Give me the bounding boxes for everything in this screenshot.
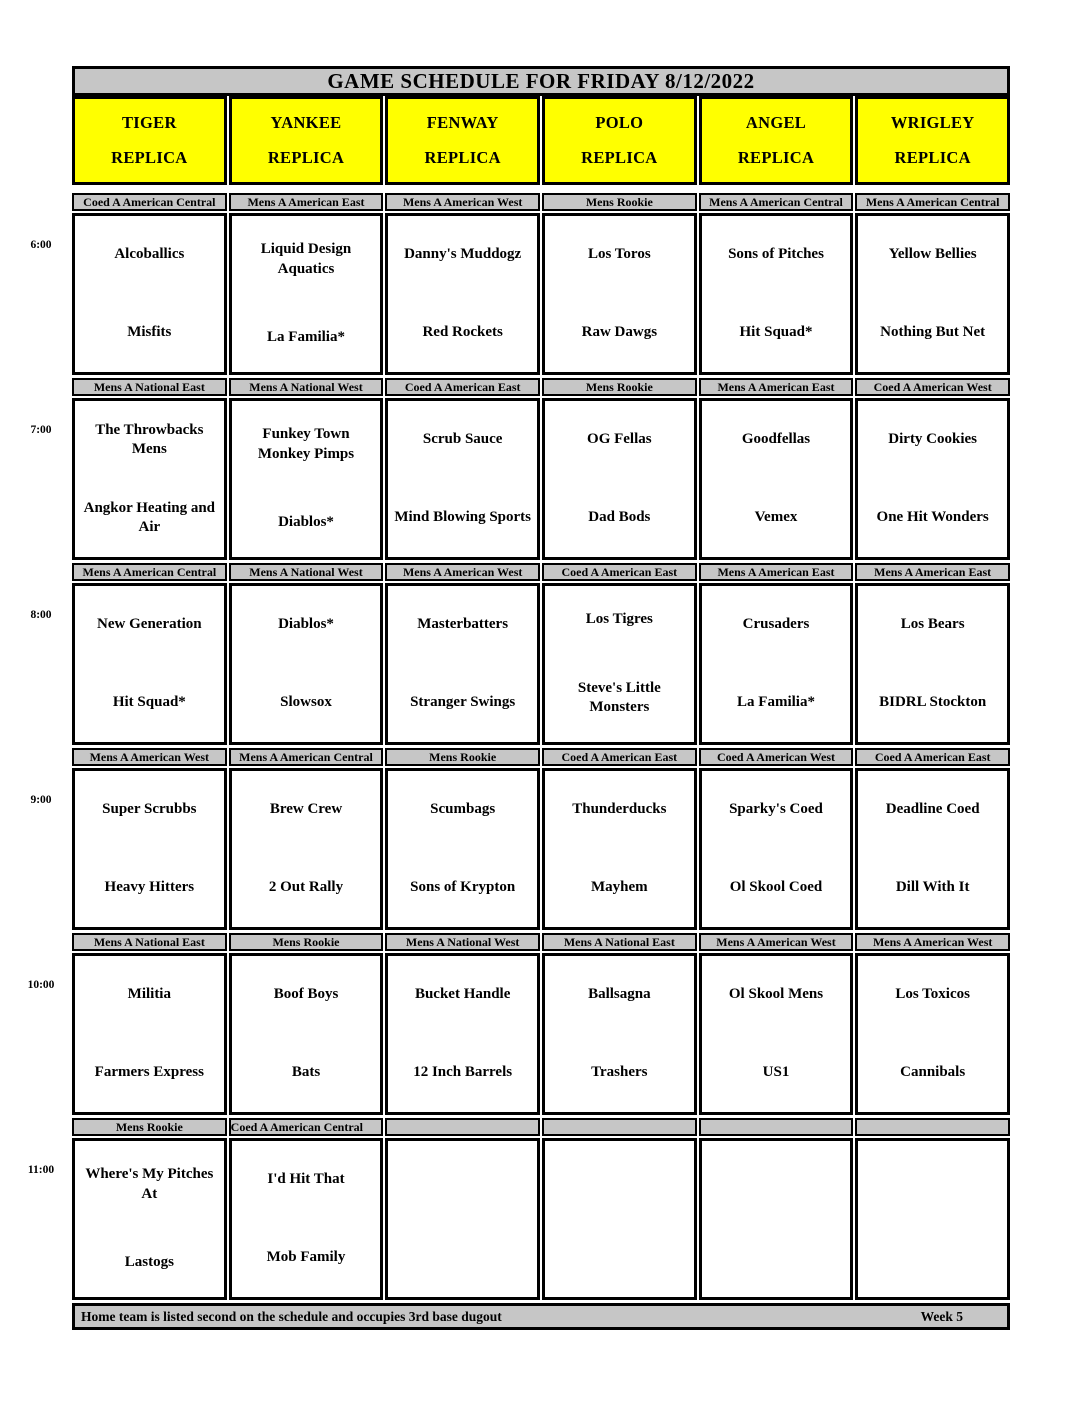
home-team: Angkor Heating and Air — [83, 499, 216, 535]
home-team: Ol Skool Coed — [729, 879, 823, 896]
league-label: Mens A National East — [72, 933, 227, 951]
game-cell — [855, 213, 1010, 375]
field-name: TIGER — [121, 113, 177, 133]
away-team: New Generation — [97, 616, 202, 633]
home-team: Raw Dawgs — [581, 324, 658, 341]
game-cell — [699, 768, 854, 930]
field-name: ANGEL — [745, 113, 807, 133]
schedule-title: GAME SCHEDULE FOR FRIDAY 8/12/2022 — [72, 66, 1010, 96]
game-cell — [229, 953, 384, 1115]
field-header-yankee — [229, 96, 384, 185]
home-team: La Familia* — [737, 694, 815, 711]
league-label: Mens Rookie — [542, 193, 697, 211]
home-team: Mind Blowing Sports — [394, 509, 532, 526]
away-team: Brew Crew — [269, 801, 343, 818]
game-cell — [542, 213, 697, 375]
game-cell — [229, 583, 384, 745]
game-row — [72, 953, 1010, 1115]
game-cell — [699, 953, 854, 1115]
away-team: Alcoballics — [114, 246, 185, 263]
home-team: Misfits — [127, 324, 172, 341]
game-row — [72, 583, 1010, 745]
game-cell — [72, 213, 227, 375]
game-cell — [385, 583, 540, 745]
game-schedule-sheet — [27, 66, 1010, 1330]
league-bar-row — [72, 378, 1010, 396]
time-label: 8:00 — [30, 609, 52, 621]
home-team: Nothing But Net — [880, 324, 986, 341]
away-team: Crusaders — [742, 616, 810, 633]
game-cell — [542, 1138, 697, 1300]
league-label: Mens A American Central — [699, 193, 854, 211]
away-team: Goodfellas — [741, 431, 811, 448]
league-label: Mens Rookie — [385, 748, 540, 766]
league-label: Mens A American West — [385, 563, 540, 581]
home-team: Diablos* — [278, 514, 334, 531]
home-team: Red Rockets — [422, 324, 503, 341]
game-cell — [229, 1138, 384, 1300]
field-header-angel — [699, 96, 854, 185]
league-label: Mens A American West — [699, 933, 854, 951]
away-team: Thunderducks — [572, 801, 667, 818]
away-team: Yellow Bellies — [888, 246, 977, 263]
league-label: Coed A American East — [855, 748, 1010, 766]
home-team: Steve's Little Monsters — [577, 679, 661, 716]
game-cell — [72, 583, 227, 745]
time-slot-row — [30, 193, 1010, 375]
game-cell — [385, 768, 540, 930]
time-slot-row — [27, 933, 1010, 1115]
league-label — [699, 1118, 854, 1136]
game-row — [72, 768, 1010, 930]
time-slot-row — [30, 378, 1010, 560]
league-label: Mens A National West — [229, 378, 384, 396]
away-team: Danny's Muddogz — [404, 246, 522, 263]
home-team: Hit Squad* — [112, 694, 186, 711]
away-team: Ol Skool Mens — [728, 986, 824, 1003]
league-label: Mens Rookie — [72, 1118, 227, 1136]
league-bar-row — [72, 563, 1010, 581]
home-team: US1 — [762, 1064, 790, 1081]
league-label — [855, 1118, 1010, 1136]
time-label: 6:00 — [30, 239, 52, 251]
away-team: Where's My Pitches At — [85, 1166, 214, 1202]
time-label: 7:00 — [30, 424, 52, 436]
league-label: Mens A American East — [229, 193, 384, 211]
game-cell — [385, 213, 540, 375]
game-cell — [72, 768, 227, 930]
away-team: Masterbatters — [417, 616, 509, 633]
home-team: Cannibals — [900, 1064, 966, 1081]
league-label: Mens Rookie — [542, 378, 697, 396]
league-label: Coed A American Central — [229, 1118, 384, 1136]
time-label: 10:00 — [27, 979, 55, 991]
away-team: Sparky's Coed — [729, 801, 823, 818]
league-label — [385, 1118, 540, 1136]
league-label: Coed A American East — [542, 563, 697, 581]
away-team: Liquid Design Aquatics — [260, 241, 352, 277]
league-bar-row — [72, 748, 1010, 766]
field-header-tiger — [72, 96, 227, 185]
league-bar-row — [72, 193, 1010, 211]
league-bar-row — [72, 933, 1010, 951]
game-cell — [699, 398, 854, 560]
league-label: Mens Rookie — [229, 933, 384, 951]
time-label: 11:00 — [27, 1164, 55, 1176]
league-label: Mens A American Central — [855, 193, 1010, 211]
league-label: Mens A American East — [699, 563, 854, 581]
game-row — [72, 1138, 1010, 1300]
league-label: Mens A American Central — [229, 748, 384, 766]
home-team: Mayhem — [591, 879, 648, 896]
game-cell — [699, 583, 854, 745]
game-cell — [72, 398, 227, 560]
field-name: YANKEE — [270, 113, 342, 133]
away-team: Los Tigres — [585, 611, 653, 628]
schedule-rows — [27, 193, 1010, 1300]
away-team: OG Fellas — [587, 431, 652, 448]
league-label: Coed A American East — [542, 748, 697, 766]
home-team: La Familia* — [267, 329, 345, 346]
home-team: Dill With It — [895, 879, 970, 896]
time-slot-row — [30, 563, 1010, 745]
field-header-polo — [542, 96, 697, 185]
league-label: Mens A American Central — [72, 563, 227, 581]
time-slot-row — [27, 1118, 1010, 1300]
time-slot-row — [30, 748, 1010, 930]
league-label: Mens A American West — [72, 748, 227, 766]
away-team: Los Toros — [587, 246, 651, 263]
league-label: Coed A American West — [699, 748, 854, 766]
home-team: Slowsox — [280, 694, 332, 711]
game-cell — [385, 398, 540, 560]
game-cell — [385, 1138, 540, 1300]
game-cell — [229, 768, 384, 930]
game-row — [72, 398, 1010, 560]
league-label: Coed A American West — [855, 378, 1010, 396]
field-name: POLO — [595, 113, 644, 133]
game-cell — [699, 213, 854, 375]
game-cell — [542, 583, 697, 745]
field-header-wrigley — [855, 96, 1010, 185]
league-label: Mens A American West — [385, 193, 540, 211]
game-cell — [542, 953, 697, 1115]
home-team: Heavy Hitters — [104, 879, 195, 896]
game-cell — [699, 1138, 854, 1300]
field-name: WRIGLEY — [890, 113, 975, 133]
league-bar-row — [72, 1118, 1010, 1136]
field-name: FENWAY — [426, 113, 499, 133]
away-team: Bucket Handle — [414, 986, 511, 1003]
away-team: Los Toxicos — [895, 986, 970, 1003]
field-header-row — [72, 96, 1010, 185]
away-team: Funkey Town Monkey Pimps — [257, 426, 355, 462]
field-replica-label: REPLICA — [111, 147, 188, 167]
league-label: Mens A American West — [855, 933, 1010, 951]
home-team: Mob Family — [266, 1249, 346, 1266]
footer-bar — [72, 1303, 1010, 1330]
field-header-fenway — [385, 96, 540, 185]
home-team: BIDRL Stockton — [879, 694, 987, 711]
league-label: Mens A American East — [855, 563, 1010, 581]
field-replica-label: REPLICA — [894, 147, 971, 167]
week-label: Week 5 — [920, 1308, 963, 1324]
away-team: Ballsagna — [588, 986, 651, 1003]
home-team: Trashers — [591, 1064, 648, 1081]
away-team: Super Scrubbs — [102, 801, 197, 818]
away-team: I'd Hit That — [267, 1171, 345, 1188]
game-cell — [855, 1138, 1010, 1300]
home-team: Farmers Express — [94, 1064, 204, 1081]
game-cell — [855, 583, 1010, 745]
game-cell — [542, 398, 697, 560]
home-team: Stranger Swings — [410, 694, 516, 711]
game-cell — [229, 213, 384, 375]
game-cell — [385, 953, 540, 1115]
away-team: Deadline Coed — [885, 801, 980, 818]
away-team: The Throwbacks Mens — [95, 421, 204, 457]
league-label: Mens A National West — [385, 933, 540, 951]
game-cell — [855, 398, 1010, 560]
game-cell — [229, 398, 384, 560]
footer-note: Home team is listed second on the schedule and occupies 3rd base dugout — [81, 1308, 502, 1324]
time-label: 9:00 — [30, 794, 52, 806]
field-replica-label: REPLICA — [424, 147, 501, 167]
home-team: 12 Inch Barrels — [413, 1064, 513, 1081]
home-team: Vemex — [754, 509, 798, 526]
away-team: Sons of Pitches — [728, 246, 824, 263]
league-label: Mens A National East — [72, 378, 227, 396]
league-label: Mens A National East — [542, 933, 697, 951]
away-team: Militia — [127, 986, 171, 1003]
game-cell — [72, 953, 227, 1115]
home-team: Lastogs — [124, 1254, 174, 1271]
home-team: 2 Out Rally — [268, 879, 344, 896]
game-row — [72, 213, 1010, 375]
game-cell — [72, 1138, 227, 1300]
away-team: Los Bears — [900, 616, 965, 633]
league-label: Mens A National West — [229, 563, 384, 581]
home-team: Hit Squad* — [739, 324, 813, 341]
field-replica-label: REPLICA — [581, 147, 658, 167]
game-cell — [542, 768, 697, 930]
home-team: Bats — [291, 1064, 321, 1081]
away-team: Scrub Sauce — [422, 431, 503, 448]
game-cell — [855, 953, 1010, 1115]
league-label: Mens A American East — [699, 378, 854, 396]
home-team: Dad Bods — [588, 509, 651, 526]
field-replica-label: REPLICA — [267, 147, 345, 167]
away-team: Boof Boys — [273, 986, 339, 1003]
league-label: Coed A American Central — [72, 193, 227, 211]
league-label — [542, 1118, 697, 1136]
away-team: Scumbags — [430, 801, 496, 818]
home-team: Sons of Krypton — [410, 879, 516, 896]
away-team: Dirty Cookies — [888, 431, 978, 448]
game-cell — [855, 768, 1010, 930]
away-team: Diablos* — [278, 616, 334, 633]
home-team: One Hit Wonders — [876, 509, 989, 526]
league-label: Coed A American East — [385, 378, 540, 396]
field-replica-label: REPLICA — [737, 147, 815, 167]
